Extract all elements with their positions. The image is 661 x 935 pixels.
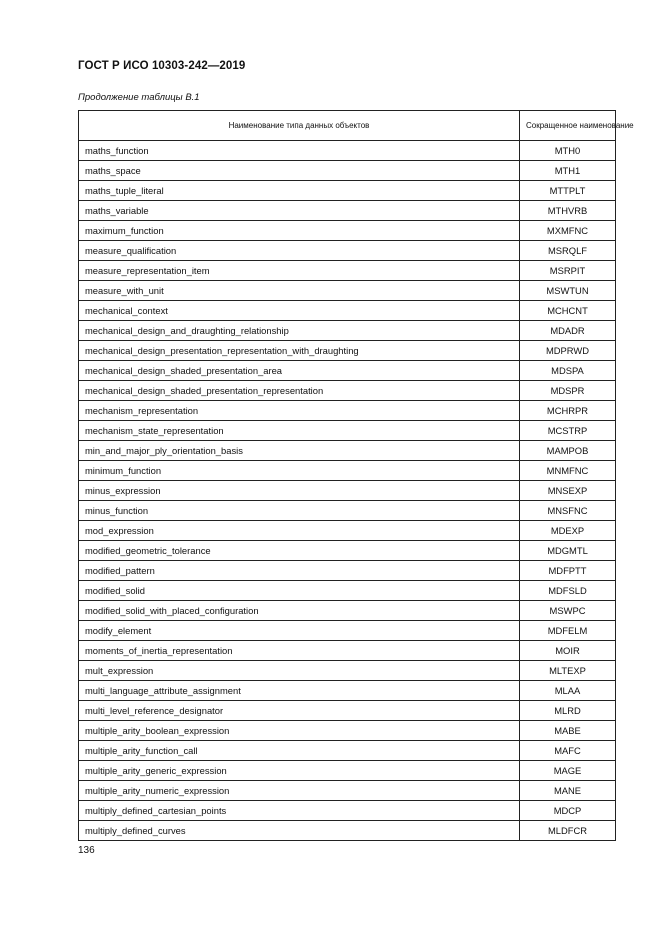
page-number: 136 xyxy=(78,845,95,856)
table-row xyxy=(79,481,616,501)
table-row xyxy=(79,401,616,421)
entity-type-name: minus_expression xyxy=(79,481,520,501)
entity-type-abbreviation: MCHCNT xyxy=(520,301,616,321)
table-row xyxy=(79,281,616,301)
entity-type-name: maths_variable xyxy=(79,201,520,221)
entity-type-name: multiply_defined_cartesian_points xyxy=(79,801,520,821)
table-row xyxy=(79,801,616,821)
table-row xyxy=(79,601,616,621)
entity-type-name: modified_solid_with_placed_configuration xyxy=(79,601,520,621)
entity-type-abbreviation: MAFC xyxy=(520,741,616,761)
entity-type-name: mult_expression xyxy=(79,661,520,681)
entity-type-name: mechanical_context xyxy=(79,301,520,321)
entity-type-abbreviation: MAMPOB xyxy=(520,441,616,461)
entity-type-name: minus_function xyxy=(79,501,520,521)
entity-type-abbreviation: MLRD xyxy=(520,701,616,721)
table-row xyxy=(79,221,616,241)
table-row xyxy=(79,341,616,361)
entity-type-name: multi_language_attribute_assignment xyxy=(79,681,520,701)
entity-type-abbreviation: MDCP xyxy=(520,801,616,821)
table-row xyxy=(79,461,616,481)
entity-type-name: multiple_arity_function_call xyxy=(79,741,520,761)
entity-type-name: modified_pattern xyxy=(79,561,520,581)
entity-type-name: maths_space xyxy=(79,161,520,181)
entity-type-name: multi_level_reference_designator xyxy=(79,701,520,721)
entity-type-abbreviation: MNSEXP xyxy=(520,481,616,501)
entity-type-abbreviation: MANE xyxy=(520,781,616,801)
entity-type-abbreviation: MOIR xyxy=(520,641,616,661)
entity-type-abbreviation: MTHVRB xyxy=(520,201,616,221)
table-row xyxy=(79,521,616,541)
table-row xyxy=(79,261,616,281)
entity-type-name: multiple_arity_boolean_expression xyxy=(79,721,520,741)
entity-type-name: mechanical_design_presentation_representation_with_draughting xyxy=(79,341,520,361)
entity-types-table xyxy=(78,110,634,841)
entity-type-name: modified_solid xyxy=(79,581,520,601)
entity-type-name: multiple_arity_numeric_expression xyxy=(79,781,520,801)
table-row xyxy=(79,421,616,441)
entity-type-abbreviation: MDSPA xyxy=(520,361,616,381)
entity-type-name: maths_tuple_literal xyxy=(79,181,520,201)
table-row xyxy=(79,321,616,341)
entity-type-abbreviation: MSWPC xyxy=(520,601,616,621)
entity-type-name: mechanical_design_shaded_presentation_representation xyxy=(79,381,520,401)
table-row xyxy=(79,541,616,561)
table-row xyxy=(79,661,616,681)
table-row xyxy=(79,721,616,741)
table-row xyxy=(79,701,616,721)
entity-type-abbreviation: MSRPIT xyxy=(520,261,616,281)
table-row xyxy=(79,241,616,261)
column-header-abbreviation: Сокращенное наименование xyxy=(520,111,616,141)
table-row xyxy=(79,821,616,841)
table-row xyxy=(79,361,616,381)
entity-type-abbreviation: MLTEXP xyxy=(520,661,616,681)
entity-type-abbreviation: MSRQLF xyxy=(520,241,616,261)
entity-type-abbreviation: MABE xyxy=(520,721,616,741)
entity-type-name: measure_qualification xyxy=(79,241,520,261)
entity-type-name: mechanical_design_shaded_presentation_area xyxy=(79,361,520,381)
entity-type-name: mechanism_state_representation xyxy=(79,421,520,441)
entity-type-name: multiply_defined_curves xyxy=(79,821,520,841)
table-header-row xyxy=(79,111,616,141)
entity-type-abbreviation: MSWTUN xyxy=(520,281,616,301)
entity-type-name: measure_with_unit xyxy=(79,281,520,301)
table-row xyxy=(79,201,616,221)
entity-type-name: multiple_arity_generic_expression xyxy=(79,761,520,781)
entity-type-abbreviation: MDADR xyxy=(520,321,616,341)
table-row xyxy=(79,441,616,461)
entity-type-abbreviation: MLDFCR xyxy=(520,821,616,841)
table-body xyxy=(79,141,616,841)
entity-type-name: measure_representation_item xyxy=(79,261,520,281)
entity-type-abbreviation: MTH0 xyxy=(520,141,616,161)
table-row xyxy=(79,781,616,801)
entity-type-name: min_and_major_ply_orientation_basis xyxy=(79,441,520,461)
entity-type-name: maths_function xyxy=(79,141,520,161)
table-row xyxy=(79,141,616,161)
entity-type-abbreviation: MLAA xyxy=(520,681,616,701)
table-row xyxy=(79,761,616,781)
entity-type-name: maximum_function xyxy=(79,221,520,241)
table-row xyxy=(79,161,616,181)
entity-type-abbreviation: MTTPLT xyxy=(520,181,616,201)
table-row xyxy=(79,581,616,601)
column-header-name: Наименование типа данных объектов xyxy=(79,111,520,141)
entity-type-name: mod_expression xyxy=(79,521,520,541)
entity-type-name: mechanism_representation xyxy=(79,401,520,421)
entity-type-abbreviation: MDGMTL xyxy=(520,541,616,561)
entity-type-abbreviation: MAGE xyxy=(520,761,616,781)
entity-type-abbreviation: MXMFNC xyxy=(520,221,616,241)
entity-type-abbreviation: MNMFNC xyxy=(520,461,616,481)
table-row xyxy=(79,381,616,401)
entity-type-abbreviation: MDEXP xyxy=(520,521,616,541)
table-row xyxy=(79,501,616,521)
table-caption: Продолжение таблицы В.1 xyxy=(78,92,200,103)
entity-type-abbreviation: MCHRPR xyxy=(520,401,616,421)
table-row xyxy=(79,621,616,641)
entity-type-abbreviation: MDSPR xyxy=(520,381,616,401)
entity-type-abbreviation: MDFSLD xyxy=(520,581,616,601)
table-row xyxy=(79,561,616,581)
entity-type-abbreviation: MTH1 xyxy=(520,161,616,181)
table-row xyxy=(79,641,616,661)
entity-type-name: minimum_function xyxy=(79,461,520,481)
table-row xyxy=(79,181,616,201)
entity-type-name: mechanical_design_and_draughting_relationship xyxy=(79,321,520,341)
entity-type-abbreviation: MCSTRP xyxy=(520,421,616,441)
table-row xyxy=(79,741,616,761)
document-code: ГОСТ Р ИСО 10303-242—2019 xyxy=(78,60,246,72)
entity-type-abbreviation: MDFPTT xyxy=(520,561,616,581)
table-row xyxy=(79,681,616,701)
entity-type-name: moments_of_inertia_representation xyxy=(79,641,520,661)
entity-type-name: modify_element xyxy=(79,621,520,641)
entity-type-abbreviation: MDFELM xyxy=(520,621,616,641)
entity-type-abbreviation: MNSFNC xyxy=(520,501,616,521)
entity-type-name: modified_geometric_tolerance xyxy=(79,541,520,561)
table-row xyxy=(79,301,616,321)
entity-type-abbreviation: MDPRWD xyxy=(520,341,616,361)
